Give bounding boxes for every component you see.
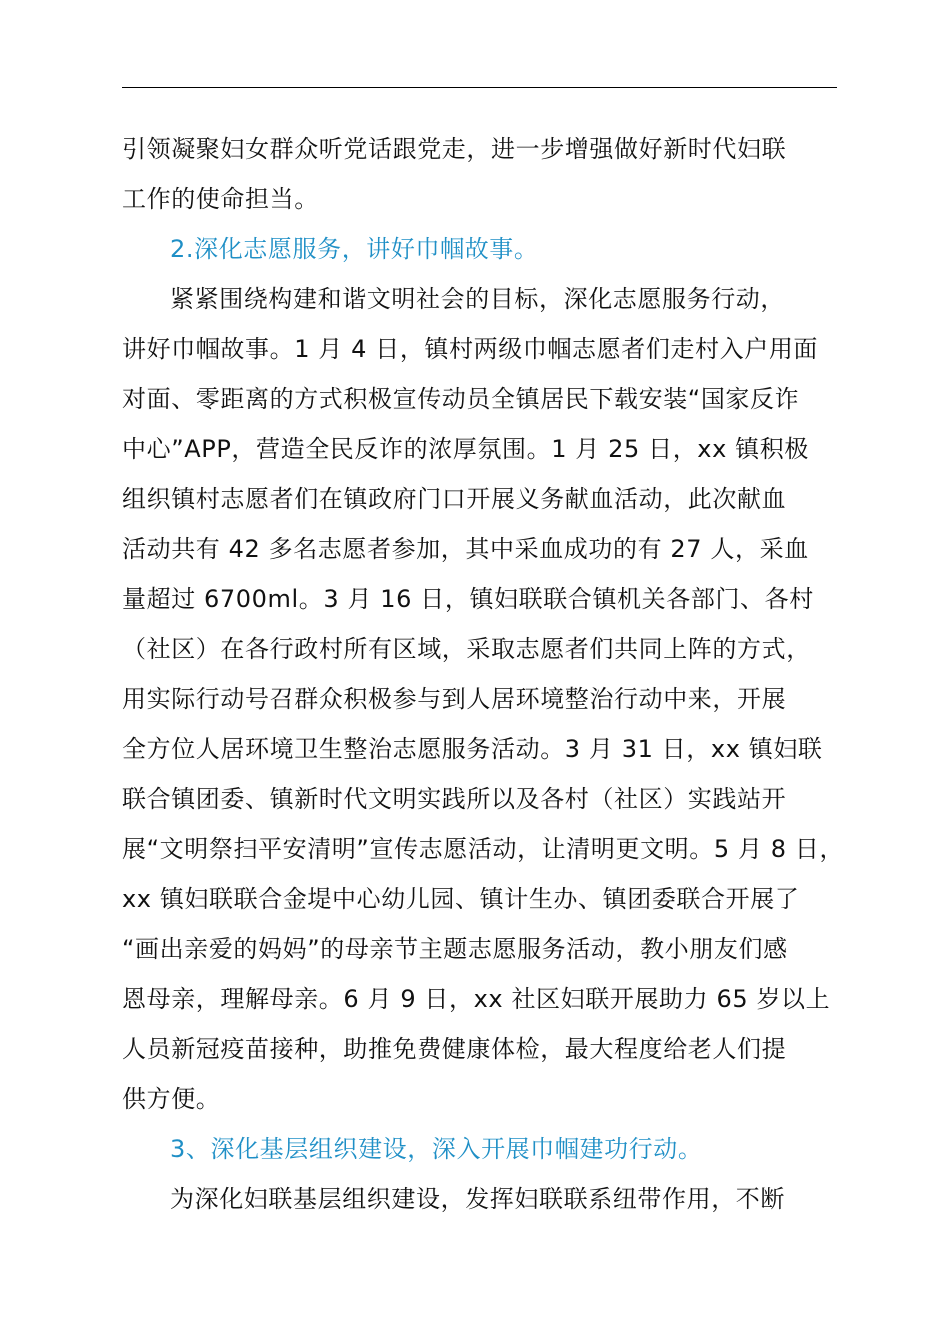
paragraph-line: 联合镇团委、镇新时代文明实践所以及各村（社区）实践站开 [122,785,787,813]
paragraph-line: 活动共有 42 多名志愿者参加，其中采血成功的有 27 人，采血 [122,535,809,563]
paragraph-line: 讲好巾帼故事。1 月 4 日，镇村两级巾帼志愿者们走村入户用面 [122,335,819,363]
paragraph-line: 工作的使命担当。 [122,185,319,213]
paragraph-line: 人员新冠疫苗接种，助推免费健康体检，最大程度给老人们提 [122,1035,787,1063]
paragraph-line: 中心”APP，营造全民反诈的浓厚氛围。1 月 25 日，xx 镇积极 [122,435,809,463]
paragraph-line: 全方位人居环境卫生整治志愿服务活动。3 月 31 日，xx 镇妇联 [122,735,823,763]
paragraph-line: 引领凝聚妇女群众听党话跟党走，进一步增强做好新时代妇联 [122,135,787,163]
paragraph-line: “画出亲爱的妈妈”的母亲节主题志愿服务活动，教小朋友们感 [122,935,788,963]
section-heading: 2.深化志愿服务，讲好巾帼故事。 [170,235,539,263]
header-rule [122,87,837,88]
paragraph-line: 用实际行动号召群众积极参与到人居环境整治行动中来，开展 [122,685,787,713]
paragraph-line: 恩母亲，理解母亲。6 月 9 日，xx 社区妇联开展助力 65 岁以上 [122,985,831,1013]
section-heading: 3、深化基层组织建设，深入开展巾帼建功行动。 [170,1135,703,1163]
paragraph-line: 供方便。 [122,1085,221,1113]
paragraph-line: xx 镇妇联联合金堤中心幼儿园、镇计生办、镇团委联合开展了 [122,885,800,913]
paragraph-line: 为深化妇联基层组织建设，发挥妇联联系纽带作用，不断 [170,1185,785,1213]
paragraph-line: 组织镇村志愿者们在镇政府门口开展义务献血活动，此次献血 [122,485,787,513]
paragraph-line: 展“文明祭扫平安清明”宣传志愿活动，让清明更文明。5 月 8 日， [122,835,845,863]
paragraph-line: 量超过 6700ml。3 月 16 日，镇妇联联合镇机关各部门、各村 [122,585,814,613]
paragraph-line: 对面、零距离的方式积极宣传动员全镇居民下载安装“国家反诈 [122,385,800,413]
paragraph-line: 紧紧围绕构建和谐文明社会的目标，深化志愿服务行动， [170,285,785,313]
paragraph-line: （社区）在各行政村所有区域，采取志愿者们共同上阵的方式， [122,635,811,663]
